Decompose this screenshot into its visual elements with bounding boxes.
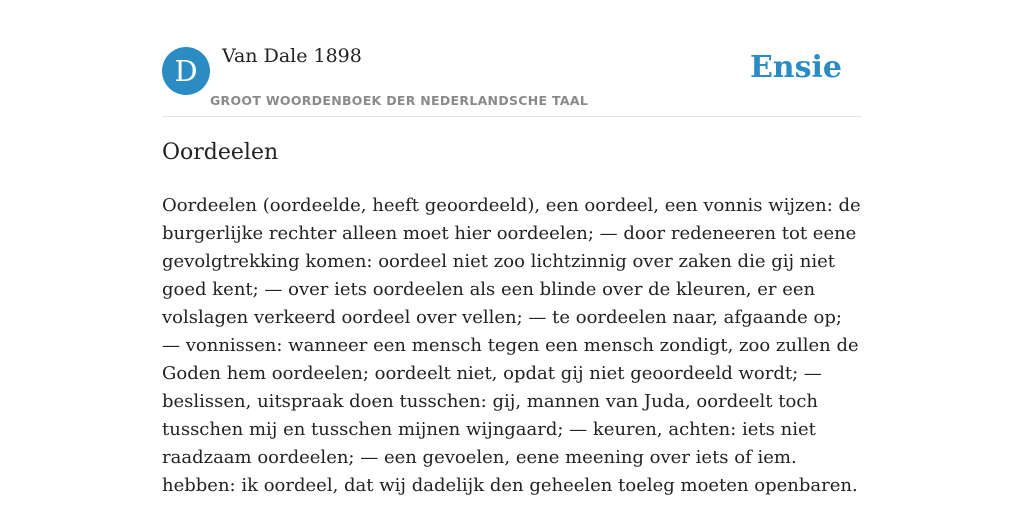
entry-header bbox=[162, 0, 862, 117]
source-avatar[interactable]: D bbox=[162, 47, 210, 95]
definition-text: Oordeelen (oordeelde, heeft geoordeeld), een oordeel, een vonnis wijzen: de burgerlijke rechter alleen moet hier oordeelen; — door redeneeren tot eene gevolgtrekking komen: oordeel niet zoo lichtzinnig over zaken die gij niet goed kent; — over iets oordeelen als een blinde over de kleuren, er een volslagen verkeerd oordeel over vellen; — te oordeelen naar, afgaande op; — vonnissen: wanneer een mensch tegen een mensch zondigt, zoo zullen de Goden hem oordeelen; oordeelt niet, opdat gij niet geoordeeld wordt; — beslissen, uitspraak doen tusschen: gij, mannen van Juda, oordeelt toch tusschen mij en tusschen mijnen wijngaard; — keuren, achten: iets niet raadzaam oordeelen; — een gevoelen, eene meening over iets of iem. hebben: ik oordeel, dat wij dadelijk den geheelen toeleg moeten openbaren. bbox=[162, 195, 861, 496]
ensie-logo[interactable]: Ensie bbox=[749, 50, 842, 85]
headword-title: Oordeelen bbox=[162, 140, 279, 165]
source-subtitle: GROOT WOORDENBOEK DER NEDERLANDSCHE TAAL bbox=[210, 93, 589, 108]
source-title-link[interactable]: Van Dale 1898 bbox=[222, 45, 362, 67]
entry-card bbox=[162, 0, 862, 512]
